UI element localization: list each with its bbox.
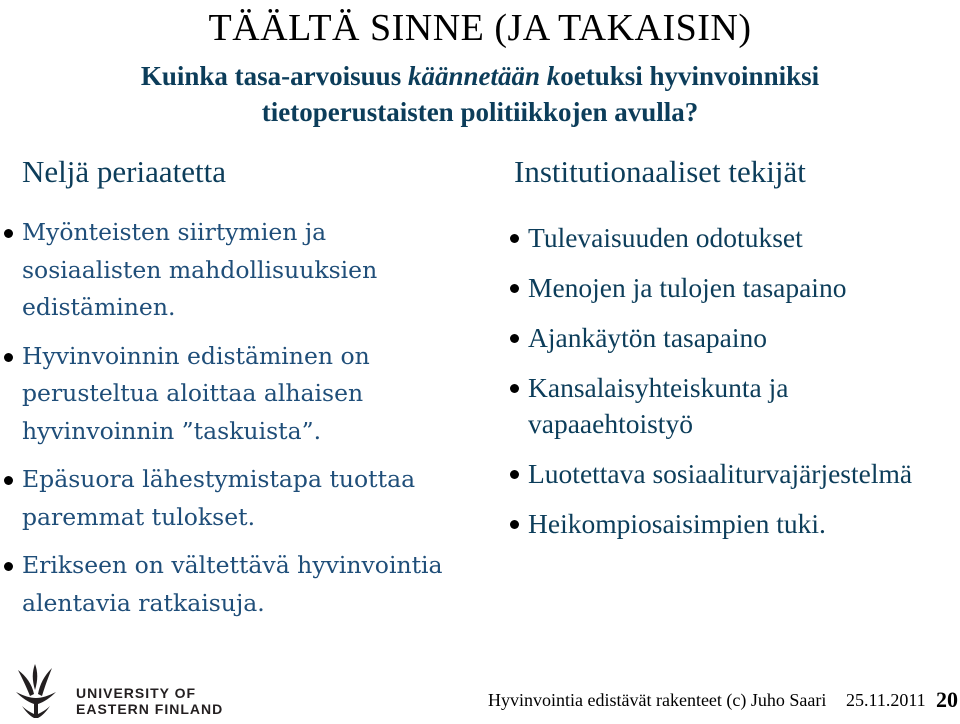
list-item: Myönteisten siirtymien ja sosiaalisten mahdollisuuksien edistäminen. bbox=[2, 214, 472, 327]
list-item: Tulevaisuuden odotukset bbox=[508, 220, 948, 256]
list-item: Heikompiosaisimpien tuki. bbox=[508, 506, 948, 542]
footer-date: 25.11.2011 bbox=[846, 690, 926, 710]
page-number: 20 bbox=[936, 687, 958, 712]
institutional-factors-list bbox=[508, 220, 948, 556]
list-item: Erikseen on vältettävä hyvinvointia alentavia ratkaisuja. bbox=[2, 547, 472, 622]
slide-subtitle bbox=[0, 58, 960, 130]
subtitle-italic: käännetään k bbox=[407, 61, 561, 91]
slide-title: TÄÄLTÄ SINNE (JA TAKAISIN) bbox=[208, 7, 752, 49]
subtitle-part1: Kuinka tasa-arvoisuus bbox=[140, 61, 408, 91]
university-name-line1: UNIVERSITY OF bbox=[76, 685, 197, 701]
list-item: Epäsuora lähestymistapa tuottaa paremmat tulokset. bbox=[2, 461, 472, 536]
list-item: Menojen ja tulojen tasapaino bbox=[508, 270, 948, 306]
list-item: Hyvinvoinnin edistäminen on perusteltua aloittaa alhaisen hyvinvoinnin ”taskuista”. bbox=[2, 338, 472, 451]
university-name bbox=[76, 685, 223, 717]
list-item: Luotettava sosiaaliturvajärjestelmä bbox=[508, 456, 948, 492]
university-name-line2: EASTERN FINLAND bbox=[76, 701, 224, 717]
footer-text: Hyvinvointia edistävät rakenteet (c) Juho Saari bbox=[488, 690, 827, 710]
subtitle-part3: oetuksi hyvinvoinniksi bbox=[560, 61, 820, 91]
subtitle-line2: tietoperustaisten politiikkojen avulla? bbox=[261, 97, 699, 127]
list-item: Ajankäytön tasapaino bbox=[508, 320, 948, 356]
right-column-heading: Institutionaaliset tekijät bbox=[514, 154, 806, 189]
left-column-heading: Neljä periaatetta bbox=[22, 154, 226, 189]
principles-list bbox=[2, 214, 472, 633]
list-item: Kansalaisyhteiskunta ja vapaaehtoistyö bbox=[508, 370, 948, 442]
